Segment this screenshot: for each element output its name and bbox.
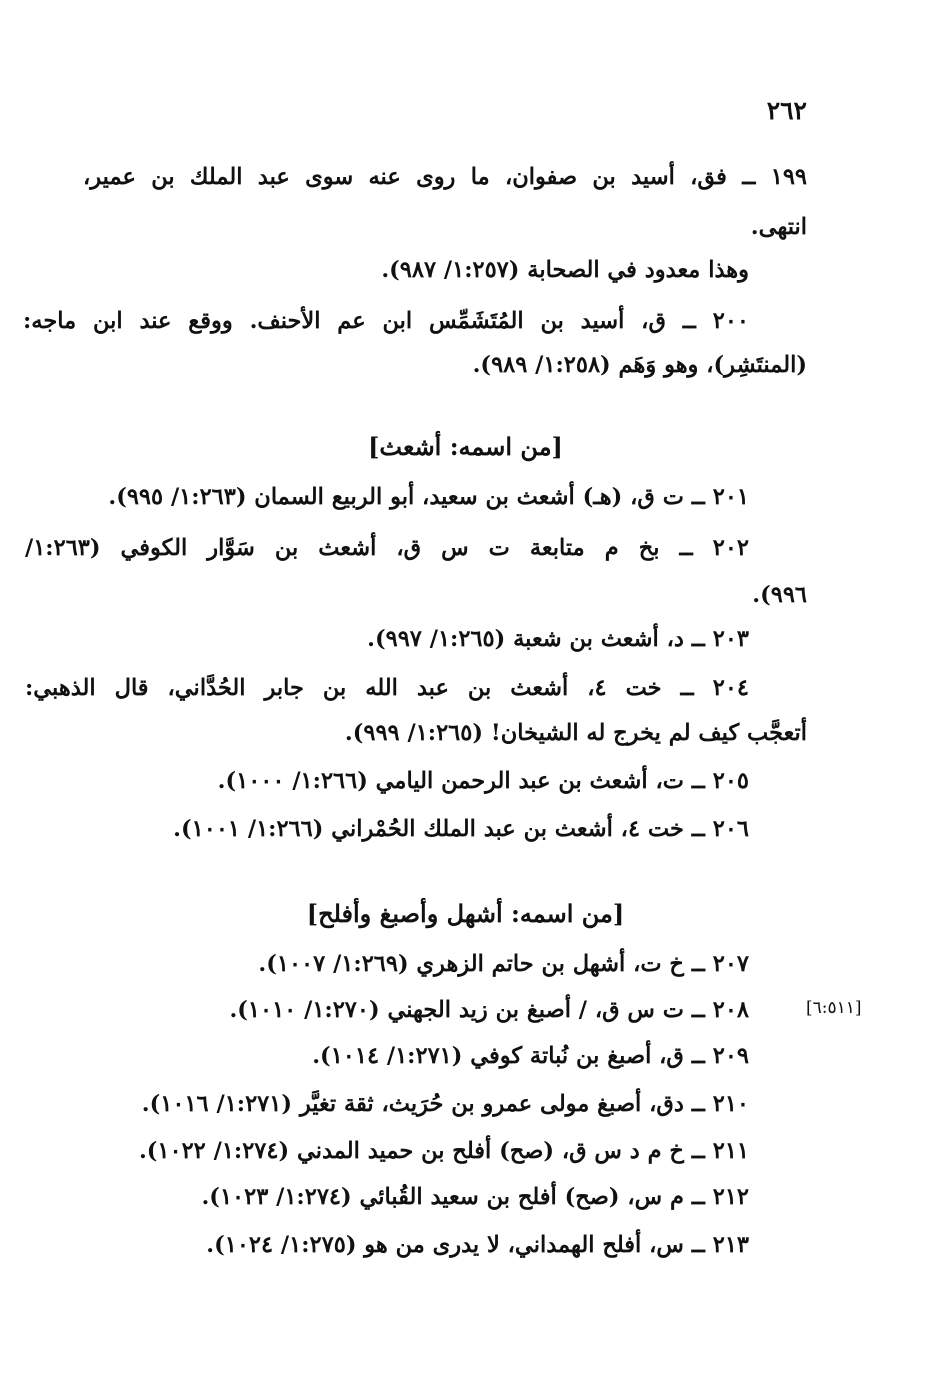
entry-210: ٢١٠ ــ دق، أصبغ مولى عمرو بن حُرَيث، ثقة تغيَّر (١:٢٧١/ ١٠١٦). <box>141 1091 749 1117</box>
entry-200-line-1: ٢٠٠ ــ ق، أسيد بن المُتَشَمِّس ابن عم الأحنف. ووقع عند ابن ماجه: <box>23 308 749 334</box>
entry-201: ٢٠١ ــ ت ق، (هـ) أشعث بن سعيد، أبو الربيع السمان (١:٢٦٣/ ٩٩٥). <box>108 484 749 510</box>
entry-206: ٢٠٦ ــ خت ٤، أشعث بن عبد الملك الحُمْراني (١:٢٦٦/ ١٠٠١). <box>173 816 749 842</box>
entry-199-note: وهذا معدود في الصحابة (١:٢٥٧/ ٩٨٧). <box>381 257 749 283</box>
entry-202-line-1: ٢٠٢ ــ بخ م متابعة ت س ق، أشعث بن سَوَّار الكوفي (١:٢٦٣/ <box>25 535 749 561</box>
entry-212: ٢١٢ ــ م س، (صح) أفلح بن سعيد القُبائي (١:٢٧٤/ ١٠٢٣). <box>201 1184 749 1210</box>
entry-205: ٢٠٥ ــ ت، أشعث بن عبد الرحمن اليامي (١:٢٦٦/ ١٠٠٠). <box>217 768 749 794</box>
section-heading-ashhal-asbagh-aflah: [من اسمه: أشهل وأصبغ وأفلح] <box>306 899 625 928</box>
entry-207: ٢٠٧ ــ خ ت، أشهل بن حاتم الزهري (١:٢٦٩/ ١٠٠٧). <box>258 951 749 977</box>
entry-204-line-1: ٢٠٤ ــ خت ٤، أشعث بن عبد الله بن جابر الحُدَّاني، قال الذهبي: <box>25 675 749 701</box>
page-number: ٢٦٢ <box>766 96 807 125</box>
entry-202-line-2: ٩٩٦). <box>752 582 807 608</box>
entry-208: ٢٠٨ ــ ت س ق، / أصبغ بن زيد الجهني (١:٢٧٠/ ١٠١٠). <box>229 997 749 1023</box>
entry-203: ٢٠٣ ــ د، أشعث بن شعبة (١:٢٦٥/ ٩٩٧). <box>367 626 749 652</box>
entry-211: ٢١١ ــ خ م د س ق، (صح) أفلح بن حميد المدني (١:٢٧٤/ ١٠٢٢). <box>138 1138 749 1164</box>
entry-200-line-2: (المنتَشِر)، وهو وَهَم (١:٢٥٨/ ٩٨٩). <box>472 352 807 378</box>
entry-209: ٢٠٩ ــ ق، أصبغ بن نُباتة كوفي (١:٢٧١/ ١٠١٤). <box>312 1043 749 1069</box>
entry-199-line-1: ١٩٩ ــ فق، أسيد بن صفوان، ما روى عنه سوى عبد الملك بن عمير، <box>83 164 807 190</box>
entry-204-line-2: أتعجَّب كيف لم يخرج له الشيخان! (١:٢٦٥/ ٩٩٩). <box>344 720 807 746</box>
entry-213: ٢١٣ ــ س، أفلح الهمداني، لا يدرى من هو (١:٢٧٥/ ١٠٢٤). <box>206 1232 749 1258</box>
margin-reference: [٦:٥١١] <box>806 998 862 1018</box>
section-heading-ashath: [من اسمه: أشعث] <box>368 432 563 461</box>
entry-199-line-2: انتهى. <box>750 214 807 240</box>
